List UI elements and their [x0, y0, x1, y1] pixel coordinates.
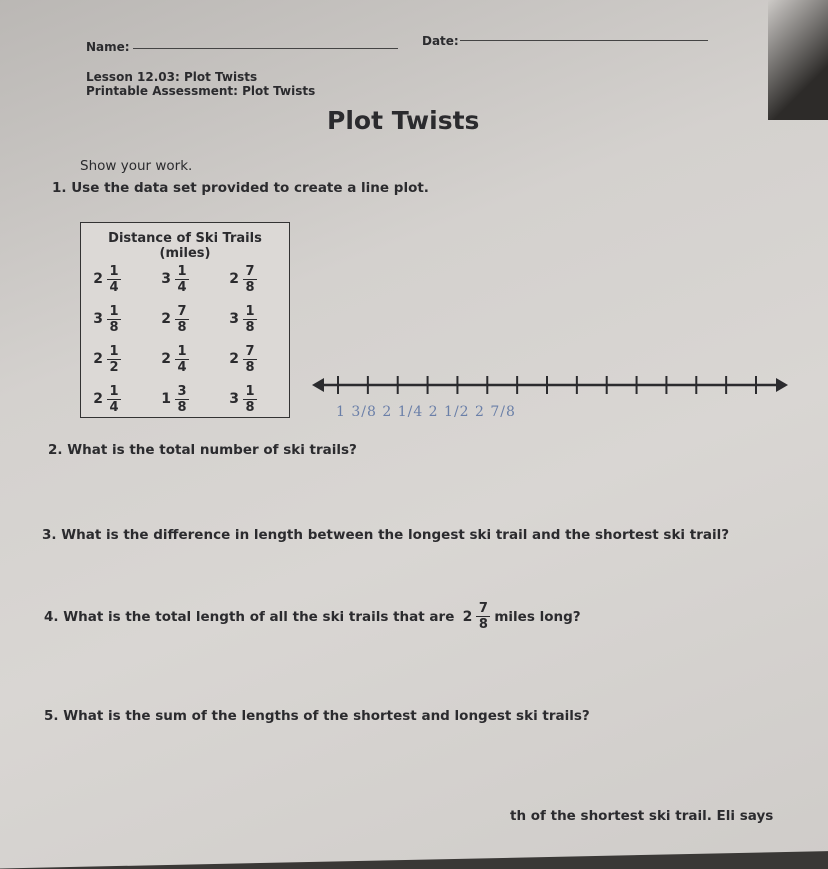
handwritten-labels: 1 3/8 2 1/4 2 1/2 2 7/8 — [336, 404, 516, 420]
date-line — [460, 40, 708, 41]
table-cell: 3 $\frac{1}{8}$ — [225, 379, 287, 419]
question-2: 2. What is the total number of ski trails? — [48, 442, 357, 458]
data-table — [80, 222, 290, 418]
table-cell: 3 $\frac{1}{8}$ — [89, 299, 151, 339]
lesson-title: Lesson 12.03: Plot Twists — [86, 70, 258, 84]
instructions: Show your work. — [80, 158, 193, 174]
table-title: Distance of Ski Trails (miles) — [108, 231, 262, 261]
right-arrow-icon — [776, 378, 788, 392]
table-cell: 2 $\frac{7}{8}$ — [225, 339, 287, 379]
table-cell: 2 $\frac{1}{2}$ — [89, 339, 151, 379]
question-5: 5. What is the sum of the lengths of the shortest and longest ski trails? — [44, 708, 590, 724]
question-4 — [44, 602, 581, 631]
date-label: Date: — [422, 34, 459, 48]
table-cell: 1 $\frac{3}{8}$ — [157, 379, 219, 419]
table-cell: 2 $\frac{7}{8}$ — [157, 299, 219, 339]
name-line — [133, 48, 398, 49]
question-4-suffix: miles long? — [494, 608, 581, 625]
question-1: 1. Use the data set provided to create a line plot. — [52, 180, 429, 196]
question-6-partial: th of the shortest ski trail. Eli says — [510, 808, 774, 824]
table-cell: 3 $\frac{1}{8}$ — [225, 299, 287, 339]
table-cell: 3 $\frac{1}{4}$ — [157, 259, 219, 299]
left-arrow-icon — [312, 378, 324, 392]
question-4-fraction: 2 $\frac{7}{8}$ — [458, 602, 490, 631]
name-label: Name: — [86, 40, 130, 54]
question-3: 3. What is the difference in length between the longest ski trail and the shortest ski trail? — [42, 527, 730, 543]
page-title: Plot Twists — [327, 106, 480, 135]
table-cell: 2 $\frac{7}{8}$ — [225, 259, 287, 299]
background-shadow — [768, 0, 828, 120]
number-line[interactable] — [310, 368, 790, 402]
table-cell: 2 $\frac{1}{4}$ — [157, 339, 219, 379]
lesson-subtitle: Printable Assessment: Plot Twists — [86, 84, 316, 98]
question-4-text: 4. What is the total length of all the ski trails that are — [44, 608, 455, 625]
table-cell: 2 $\frac{1}{4}$ — [89, 259, 151, 299]
table-cell: 2 $\frac{1}{4}$ — [89, 379, 151, 419]
